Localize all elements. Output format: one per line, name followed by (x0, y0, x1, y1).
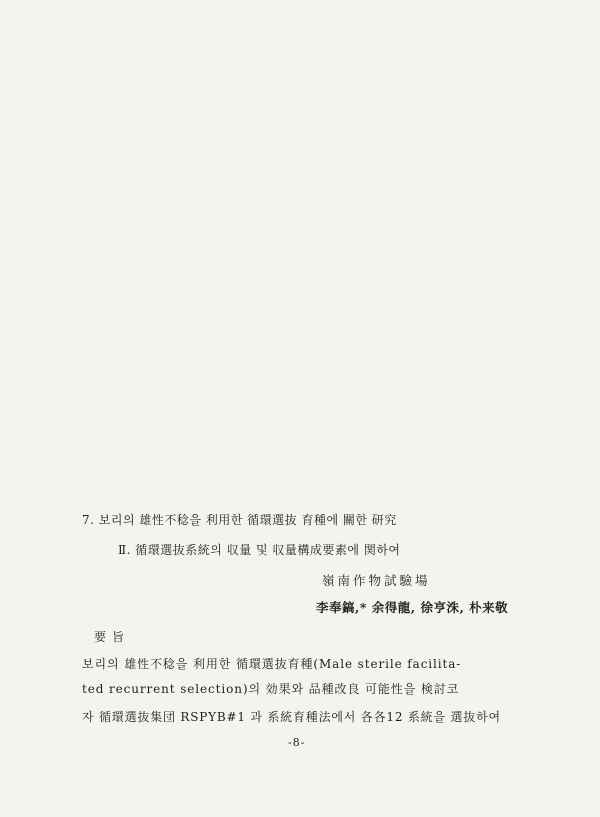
summary-heading: 要旨 (94, 630, 131, 644)
author-list: 李奉鎬,* 余得龍, 徐亨洙, 朴来敬 (316, 600, 509, 615)
article-subtitle: Ⅱ. 循環選抜系統의 収量 및 収量構成要素에 関하여 (118, 543, 401, 557)
body-line: ted recurrent selection)의 効果와 品種改良 可能性을 検討코 (82, 682, 460, 696)
body-line: 보리의 雄性不稔을 利用한 循環選抜育種(Male sterile facilita- (82, 657, 462, 671)
affiliation: 嶺南作物試驗場 (322, 573, 431, 588)
page-number: -8- (288, 736, 306, 749)
body-line: 자 循環選抜集団 RSPYB#1 과 系統育種法에서 各各12 系統을 選抜하여 (82, 710, 501, 724)
article-title: 7. 보리의 雄性不稔을 利用한 循環選抜 育種에 關한 研究 (82, 513, 397, 527)
